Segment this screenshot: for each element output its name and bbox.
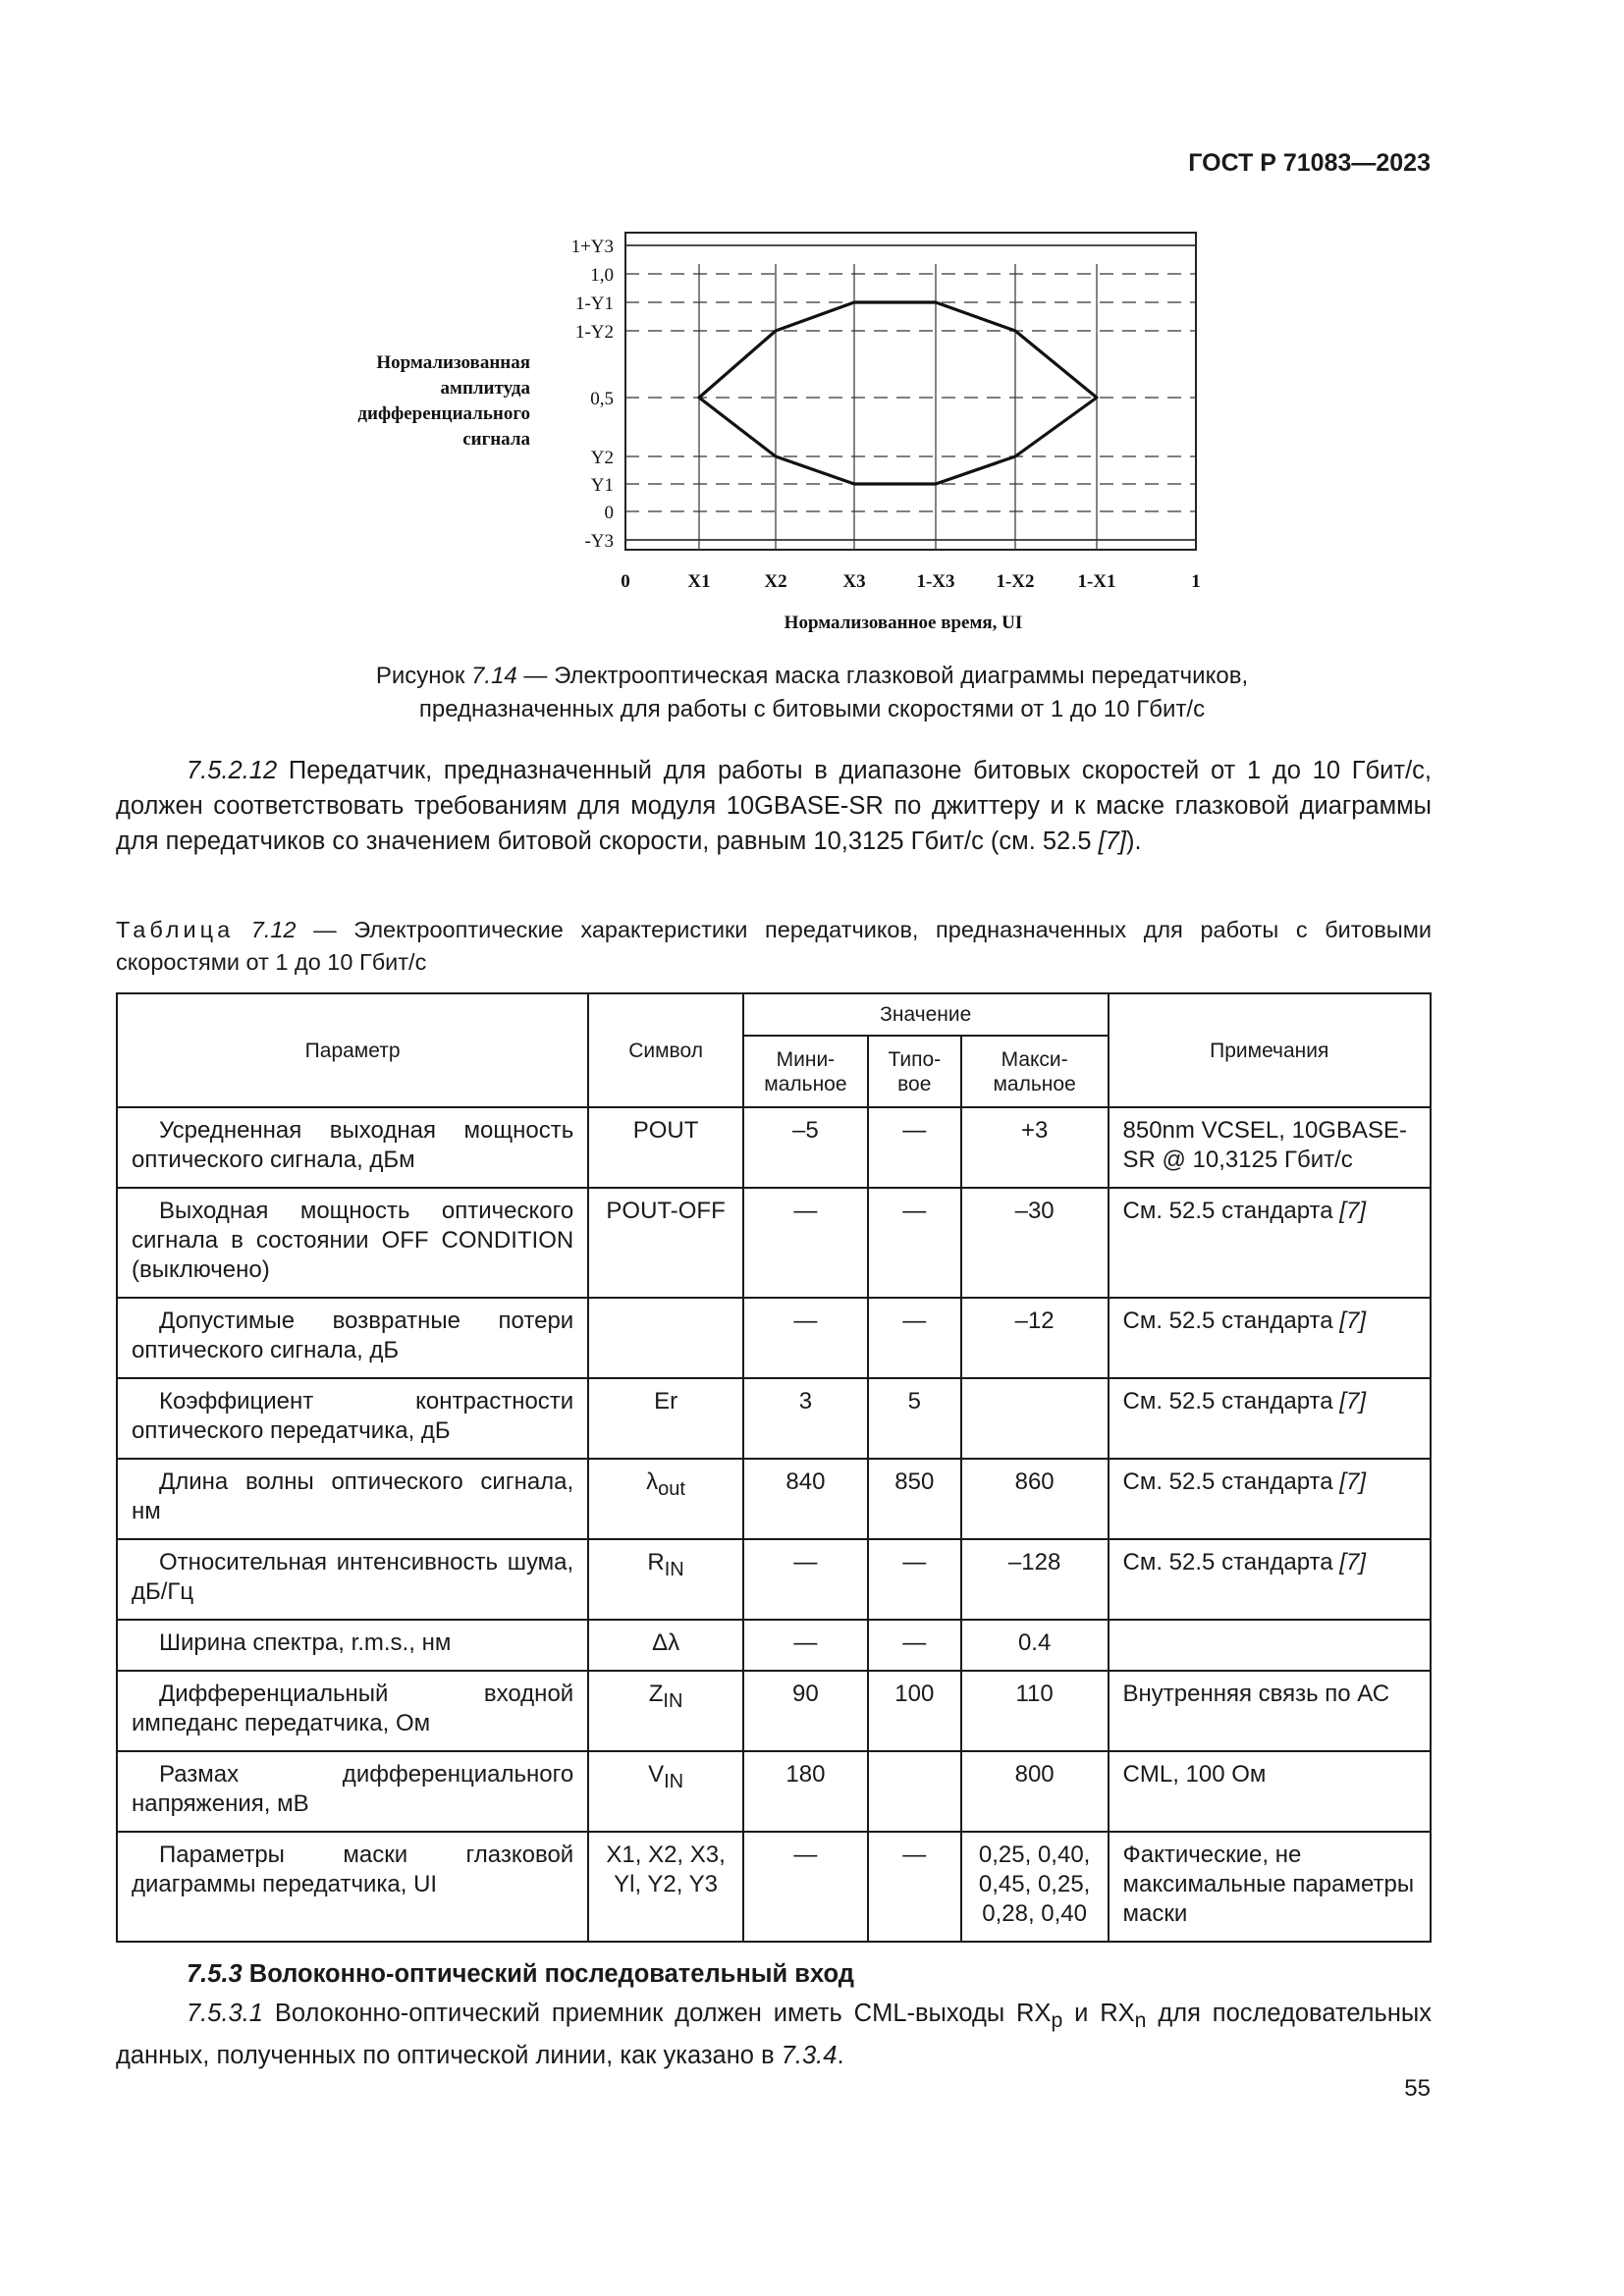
reference-link: [7] bbox=[1339, 1468, 1366, 1495]
characteristics-table bbox=[116, 992, 1432, 1943]
parameter-text: Усредненная выходная мощность оптического сигнала, дБм bbox=[132, 1117, 574, 1173]
document-header: ГОСТ Р 71083—2023 bbox=[1188, 149, 1431, 177]
symbol-subscript: IN bbox=[664, 1770, 684, 1792]
parameter-text: Размах дифференциального напряжения, мВ bbox=[132, 1761, 574, 1817]
max-value: –30 bbox=[1014, 1198, 1055, 1224]
cell-max bbox=[961, 1188, 1109, 1298]
symbol-subscript: IN bbox=[664, 1558, 684, 1580]
header-parameter: Параметр bbox=[117, 993, 588, 1107]
typ-value: 100 bbox=[894, 1681, 935, 1707]
y-axis-label-line: сигнала bbox=[462, 429, 530, 450]
caption-number: 7.14 bbox=[471, 663, 517, 689]
paragraph-text: Волоконно-оптический приемник должен иметь CML-выходы RX bbox=[262, 2000, 1052, 2027]
note-text: См. 52.5 стандарта bbox=[1122, 1388, 1340, 1415]
max-value: 860 bbox=[1014, 1468, 1055, 1495]
min-value: 180 bbox=[785, 1761, 826, 1788]
cell-parameter bbox=[117, 1188, 588, 1298]
cell-max bbox=[961, 1378, 1109, 1459]
table-word: Таблица bbox=[116, 917, 235, 942]
header-min: Мини-мальное bbox=[743, 1036, 868, 1107]
cell-notes bbox=[1109, 1671, 1431, 1751]
figure-caption bbox=[196, 660, 1428, 726]
cell-min bbox=[743, 1671, 868, 1751]
clause-number: 7.5.2.12 bbox=[187, 757, 278, 784]
table-caption bbox=[116, 914, 1432, 979]
table-row bbox=[117, 1107, 1431, 1188]
cell-min bbox=[743, 1188, 868, 1298]
symbol-text: X1, X2, X3, Yl, Y2, Y3 bbox=[606, 1842, 726, 1897]
typ-value: — bbox=[902, 1117, 927, 1144]
table-row bbox=[117, 1620, 1431, 1671]
cell-max bbox=[961, 1539, 1109, 1620]
y-tick-label: Y2 bbox=[590, 448, 614, 468]
cell-min bbox=[743, 1751, 868, 1832]
cell-parameter bbox=[117, 1539, 588, 1620]
note-text: См. 52.5 стандарта bbox=[1122, 1468, 1340, 1495]
table-row bbox=[117, 1298, 1431, 1378]
clause-number: 7.5.3.1 bbox=[187, 2000, 263, 2027]
min-value: –5 bbox=[792, 1117, 819, 1144]
cell-notes bbox=[1109, 1298, 1431, 1378]
header-typ: Типо-вое bbox=[868, 1036, 961, 1107]
table-number: 7.12 bbox=[250, 917, 297, 942]
cell-max bbox=[961, 1671, 1109, 1751]
cell-parameter bbox=[117, 1378, 588, 1459]
subscript-n: n bbox=[1134, 2008, 1147, 2033]
header-notes: Примечания bbox=[1109, 993, 1431, 1107]
cell-typ bbox=[868, 1832, 961, 1942]
paragraph-end: . bbox=[837, 2042, 844, 2070]
cell-symbol bbox=[588, 1751, 743, 1832]
x-tick-label: 0 bbox=[621, 571, 630, 592]
cell-min bbox=[743, 1107, 868, 1188]
max-value: +3 bbox=[1020, 1117, 1049, 1144]
y-tick-label: -Y3 bbox=[584, 531, 614, 552]
note-text: См. 52.5 стандарта bbox=[1122, 1549, 1340, 1575]
typ-value: — bbox=[902, 1308, 927, 1334]
x-axis-label: Нормализованное время, UI bbox=[784, 613, 1023, 633]
y-axis-label-line: Нормализованная bbox=[376, 352, 530, 373]
cell-parameter bbox=[117, 1671, 588, 1751]
x-tick-label: X2 bbox=[764, 571, 787, 592]
min-value: — bbox=[793, 1842, 818, 1868]
table-row bbox=[117, 1539, 1431, 1620]
caption-line2: предназначенных для работы с битовыми скоростями от 1 до 10 Гбит/с bbox=[418, 696, 1206, 722]
symbol-subscript: IN bbox=[663, 1689, 683, 1712]
note-text: 850nm VCSEL, 10GBASE-SR @ 10,3125 Гбит/с bbox=[1122, 1117, 1407, 1173]
paragraph-7-5-2-12 bbox=[116, 753, 1432, 859]
table-row bbox=[117, 1671, 1431, 1751]
y-tick-label: 1-Y2 bbox=[574, 322, 614, 343]
cell-min bbox=[743, 1298, 868, 1378]
cell-max bbox=[961, 1298, 1109, 1378]
parameter-text: Допустимые возвратные потери оптического сигнала, дБ bbox=[132, 1308, 574, 1363]
typ-value: — bbox=[902, 1549, 927, 1575]
cell-max bbox=[961, 1832, 1109, 1942]
cell-notes bbox=[1109, 1459, 1431, 1539]
header-max: Макси-мальное bbox=[961, 1036, 1109, 1107]
max-value: 800 bbox=[1014, 1761, 1055, 1788]
cell-typ bbox=[868, 1298, 961, 1378]
y-tick-label: 1,0 bbox=[590, 265, 614, 286]
cell-max bbox=[961, 1620, 1109, 1671]
table-row bbox=[117, 1832, 1431, 1942]
caption-line1: — Электрооптическая маска глазковой диаграммы передатчиков, bbox=[516, 663, 1249, 689]
reference-link: [7] bbox=[1098, 828, 1126, 855]
section-title: Волоконно-оптический последовательный вход bbox=[242, 1960, 854, 1988]
typ-value: — bbox=[902, 1629, 927, 1656]
parameter-text: Относительная интенсивность шума, дБ/Гц bbox=[132, 1549, 574, 1605]
symbol-text: V bbox=[648, 1761, 665, 1788]
table-row bbox=[117, 1378, 1431, 1459]
symbol-text: R bbox=[647, 1549, 665, 1575]
cell-notes bbox=[1109, 1751, 1431, 1832]
reference-link: 7.3.4 bbox=[781, 2042, 838, 2070]
cell-symbol bbox=[588, 1832, 743, 1942]
cell-typ bbox=[868, 1107, 961, 1188]
min-value: — bbox=[793, 1549, 818, 1575]
cell-symbol bbox=[588, 1188, 743, 1298]
y-tick-label: 1-Y1 bbox=[574, 294, 614, 314]
cell-typ bbox=[868, 1188, 961, 1298]
subscript-p: p bbox=[1051, 2008, 1063, 2033]
y-axis-label-line: дифференциального bbox=[357, 403, 530, 424]
note-text: См. 52.5 стандарта bbox=[1122, 1198, 1340, 1224]
min-value: 3 bbox=[798, 1388, 813, 1415]
min-value: — bbox=[793, 1198, 818, 1224]
y-tick-label: 0,5 bbox=[590, 389, 614, 409]
cell-notes bbox=[1109, 1378, 1431, 1459]
symbol-text: Er bbox=[654, 1388, 678, 1415]
symbol-text: λ bbox=[646, 1468, 659, 1495]
cell-max bbox=[961, 1751, 1109, 1832]
cell-notes bbox=[1109, 1832, 1431, 1942]
symbol-text: POUT-OFF bbox=[606, 1198, 726, 1224]
parameter-text: Дифференциальный входной импеданс передатчика, Ом bbox=[132, 1681, 574, 1736]
max-value: 110 bbox=[1015, 1681, 1054, 1707]
min-value: — bbox=[793, 1308, 818, 1334]
typ-value: 5 bbox=[907, 1388, 921, 1415]
table-row bbox=[117, 1188, 1431, 1298]
x-tick-label: 1-X1 bbox=[1077, 571, 1116, 592]
typ-value: — bbox=[902, 1842, 927, 1868]
cell-symbol bbox=[588, 1298, 743, 1378]
max-value: 0,25, 0,40, 0,45, 0,25, 0,28, 0,40 bbox=[978, 1842, 1091, 1927]
cell-symbol bbox=[588, 1378, 743, 1459]
y-axis-label-line: амплитуда bbox=[440, 378, 530, 399]
symbol-text: Z bbox=[648, 1681, 664, 1707]
cell-parameter bbox=[117, 1298, 588, 1378]
symbol-text: Δλ bbox=[652, 1629, 680, 1656]
x-tick-label: 1-X3 bbox=[916, 571, 955, 592]
plot-frame bbox=[625, 233, 1196, 550]
page-number: 55 bbox=[1404, 2075, 1431, 2102]
paragraph-end: ). bbox=[1125, 828, 1142, 855]
symbol-text: POUT bbox=[632, 1117, 699, 1144]
paragraph-text: и RX bbox=[1062, 2000, 1135, 2027]
section-heading bbox=[187, 1960, 854, 1989]
table-row bbox=[117, 1459, 1431, 1539]
paragraph-text: Передатчик, предназначенный для работы в диапазоне битовых скоростей от 1 до 10 Гбит/с, должен соответствовать требованиям для модуля 10GBASE-SR по джиттеру и к маске глазковой диаграммы для передатчиков со значением битовой скорости, равным 10,3125 Гбит/с (см. 52.5 bbox=[116, 757, 1432, 855]
eye-mask-figure bbox=[314, 221, 1227, 643]
y-tick-label: 1+Y3 bbox=[570, 237, 614, 257]
parameter-text: Коэффициент контрастности оптического передатчика, дБ bbox=[132, 1388, 574, 1444]
x-tick-label: 1-X2 bbox=[996, 571, 1035, 592]
paragraph-7-5-3-1 bbox=[116, 1996, 1432, 2073]
cell-typ bbox=[868, 1751, 961, 1832]
cell-symbol bbox=[588, 1459, 743, 1539]
cell-symbol bbox=[588, 1107, 743, 1188]
max-value: –12 bbox=[1014, 1308, 1055, 1334]
cell-typ bbox=[868, 1671, 961, 1751]
caption-prefix: Рисунок bbox=[375, 663, 472, 689]
cell-parameter bbox=[117, 1459, 588, 1539]
cell-symbol bbox=[588, 1671, 743, 1751]
note-text: См. 52.5 стандарта bbox=[1122, 1308, 1340, 1334]
reference-link: [7] bbox=[1339, 1198, 1366, 1224]
cell-min bbox=[743, 1832, 868, 1942]
cell-typ bbox=[868, 1539, 961, 1620]
x-tick-label: X3 bbox=[842, 571, 866, 592]
parameter-text: Параметры маски глазковой диаграммы передатчика, UI bbox=[132, 1842, 574, 1897]
header-symbol: Символ bbox=[588, 993, 743, 1107]
cell-min bbox=[743, 1378, 868, 1459]
y-tick-label: Y1 bbox=[590, 475, 614, 496]
cell-max bbox=[961, 1107, 1109, 1188]
table-row bbox=[117, 1751, 1431, 1832]
typ-value: 850 bbox=[894, 1468, 935, 1495]
parameter-text: Выходная мощность оптического сигнала в состоянии OFF CONDITION (выключено) bbox=[132, 1198, 574, 1283]
cell-min bbox=[743, 1620, 868, 1671]
cell-symbol bbox=[588, 1539, 743, 1620]
table-caption-text: — Электрооптические характеристики передатчиков, предназначенных для работы с битовыми скоростями от 1 до 10 Гбит/с bbox=[116, 917, 1433, 975]
x-tick-label: X1 bbox=[687, 571, 711, 592]
x-tick-label: 1 bbox=[1191, 571, 1201, 592]
cell-notes bbox=[1109, 1107, 1431, 1188]
cell-notes bbox=[1109, 1620, 1431, 1671]
parameter-text: Ширина спектра, r.m.s., нм bbox=[159, 1629, 452, 1656]
max-value: –128 bbox=[1007, 1549, 1061, 1575]
parameter-text: Длина волны оптического сигнала, нм bbox=[132, 1468, 574, 1524]
cell-min bbox=[743, 1459, 868, 1539]
cell-min bbox=[743, 1539, 868, 1620]
note-text: CML, 100 Ом bbox=[1122, 1761, 1267, 1788]
cell-max bbox=[961, 1459, 1109, 1539]
paragraph-text: для последовательных данных, полученных по оптической линии, как указано в bbox=[116, 2000, 1432, 2070]
min-value: 840 bbox=[785, 1468, 826, 1495]
symbol-subscript: out bbox=[658, 1477, 685, 1500]
header-value: Значение bbox=[743, 993, 1109, 1036]
section-number: 7.5.3 bbox=[187, 1960, 243, 1988]
cell-parameter bbox=[117, 1832, 588, 1942]
typ-value: — bbox=[902, 1198, 927, 1224]
reference-link: [7] bbox=[1339, 1388, 1366, 1415]
note-text: Фактические, не максимальные параметры маски bbox=[1122, 1842, 1415, 1927]
min-value: 90 bbox=[792, 1681, 819, 1707]
cell-parameter bbox=[117, 1751, 588, 1832]
cell-typ bbox=[868, 1620, 961, 1671]
cell-notes bbox=[1109, 1539, 1431, 1620]
cell-parameter bbox=[117, 1620, 588, 1671]
cell-parameter bbox=[117, 1107, 588, 1188]
y-tick-label: 0 bbox=[604, 503, 614, 523]
reference-link: [7] bbox=[1339, 1549, 1366, 1575]
min-value: — bbox=[793, 1629, 818, 1656]
cell-typ bbox=[868, 1378, 961, 1459]
cell-typ bbox=[868, 1459, 961, 1539]
cell-symbol bbox=[588, 1620, 743, 1671]
max-value: 0.4 bbox=[1017, 1629, 1052, 1656]
note-text: Внутренняя связь по АС bbox=[1122, 1681, 1390, 1707]
cell-notes bbox=[1109, 1188, 1431, 1298]
reference-link: [7] bbox=[1339, 1308, 1366, 1334]
